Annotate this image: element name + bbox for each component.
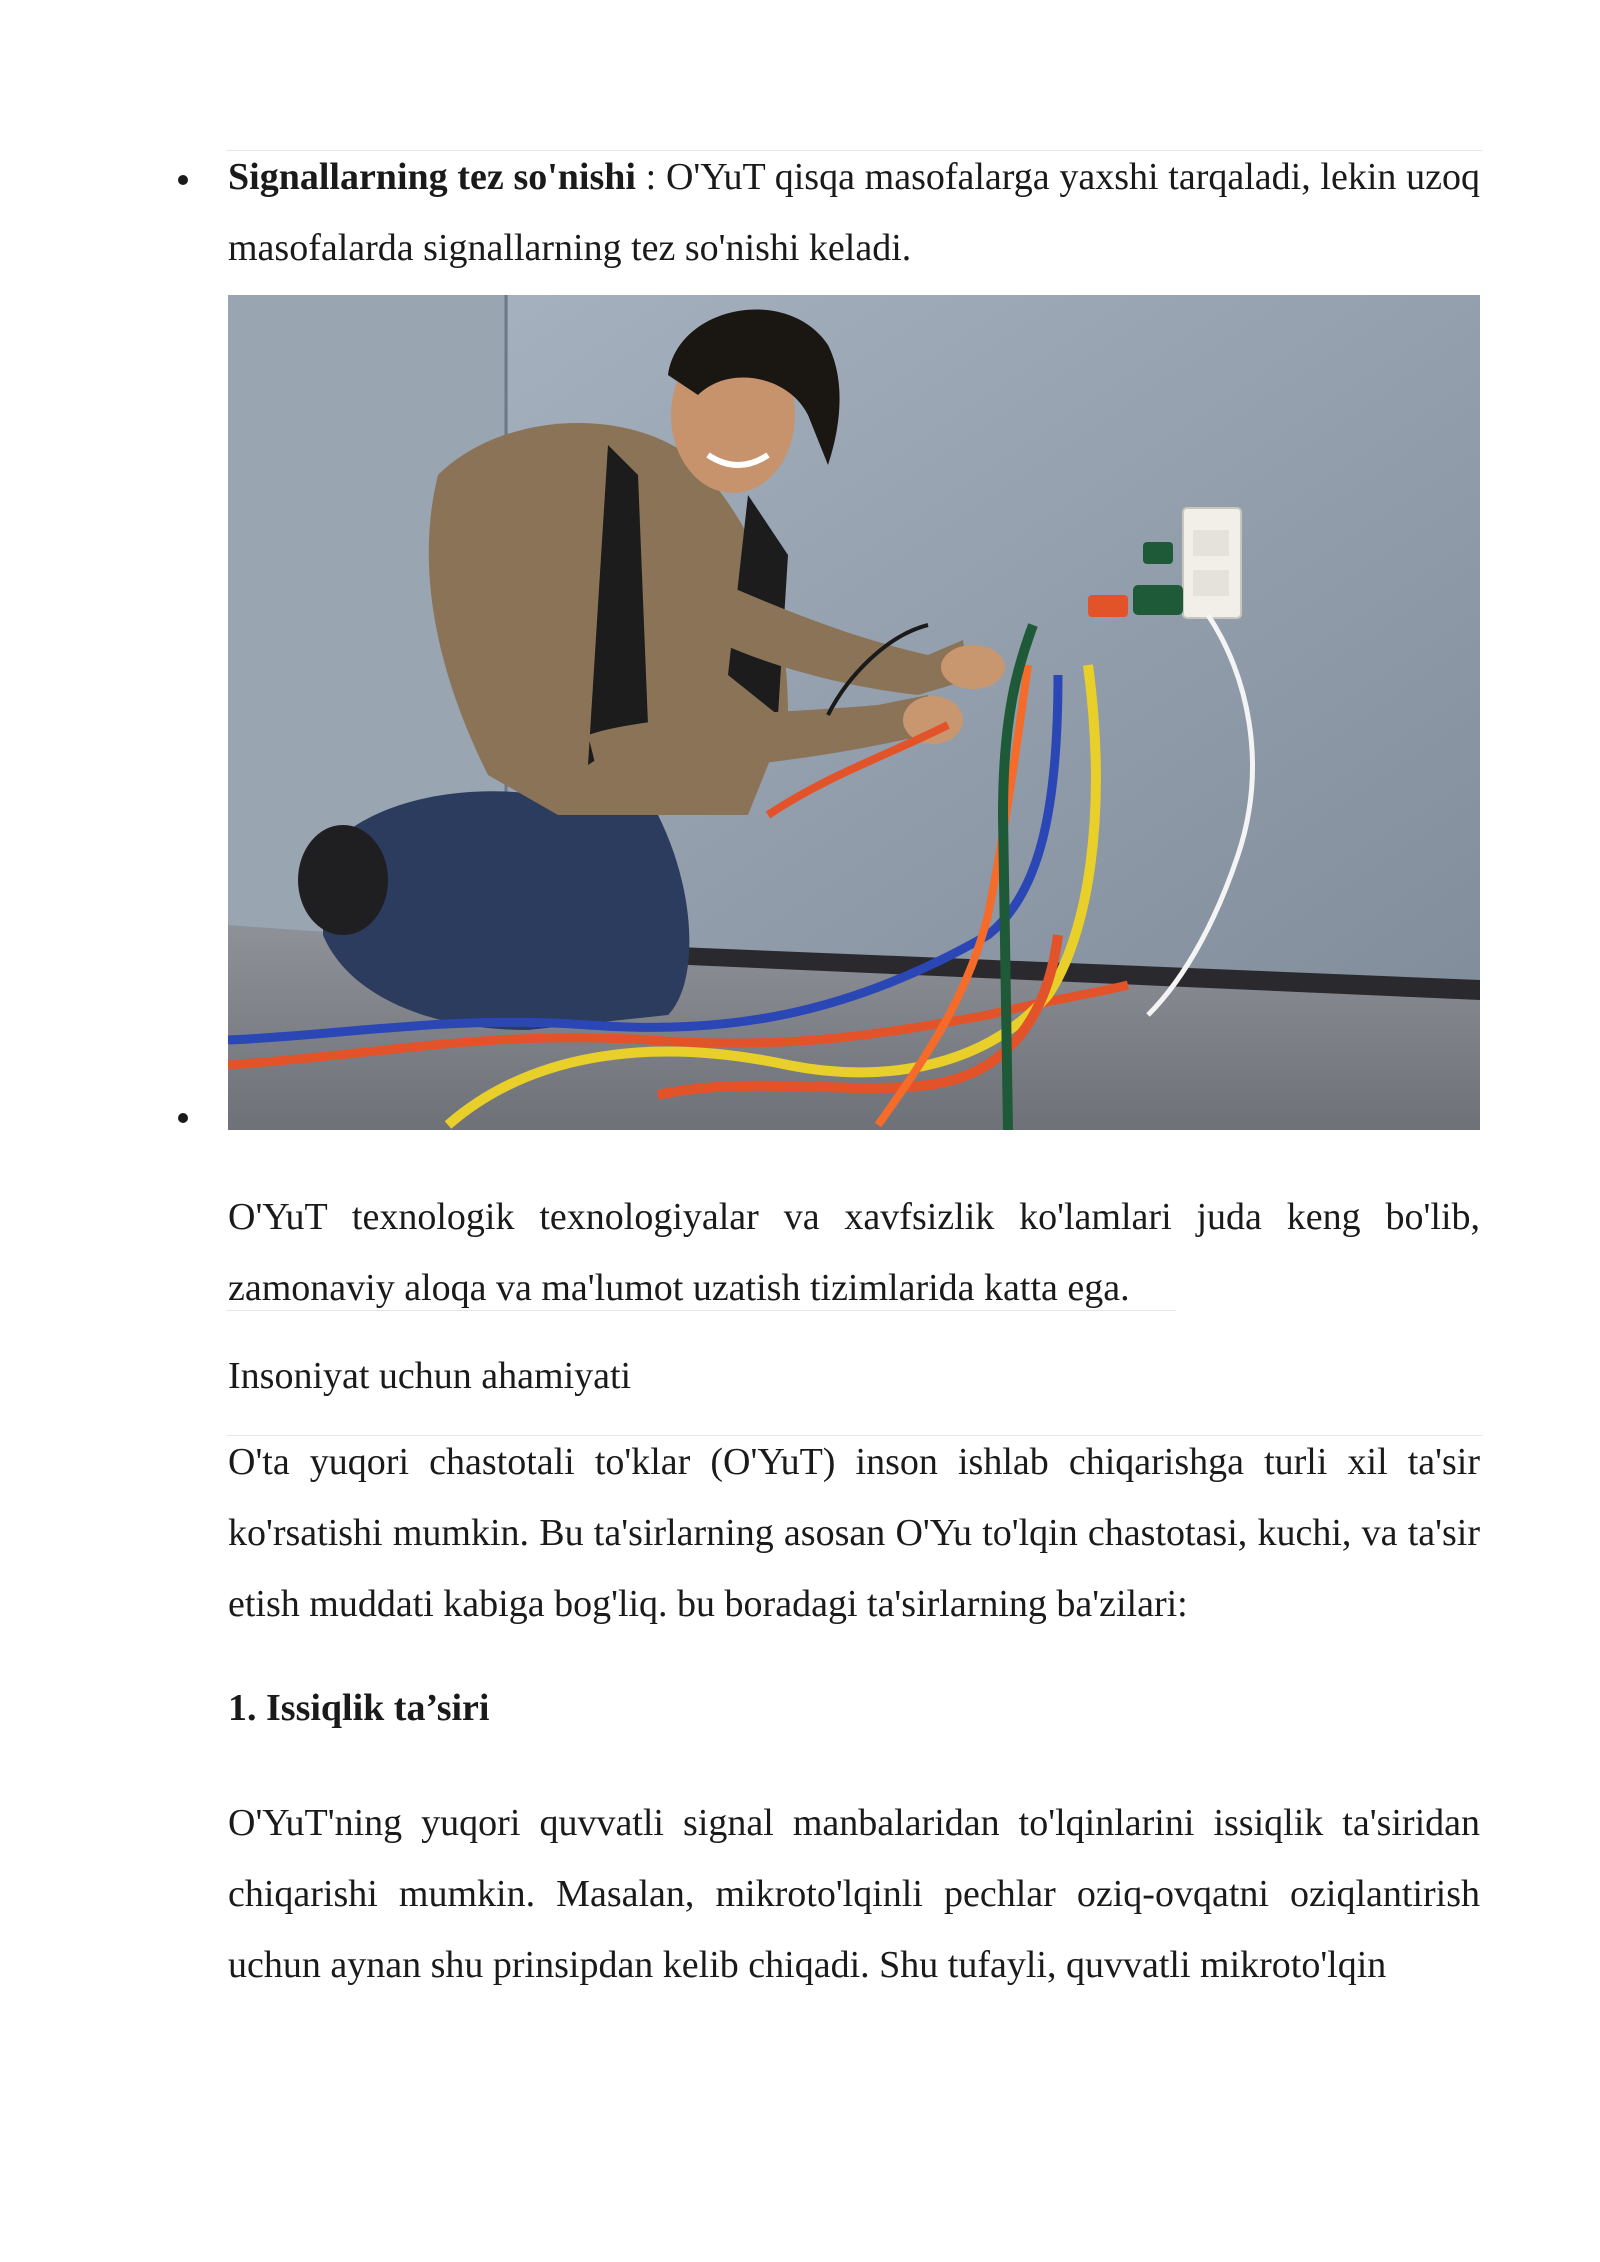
man-plugging-tangled-cables-photo — [228, 295, 1480, 1130]
bullet-text: : O'YuT qisqa masofalarga yaxshi tarqaladi, lekin uzoq masofalarda signallarning tez so'nishi keladi. — [228, 156, 1480, 269]
bullet-paragraph — [228, 142, 1480, 284]
subtitle-importance: Insoniyat uchun ahamiyati — [228, 1355, 632, 1397]
section-heading-thermal-effect: 1. Issiqlik ta’siri — [228, 1687, 490, 1729]
paragraph-effects-on-humans: O'ta yuqori chastotali to'klar (O'YuT) inson ishlab chiqarishga turli xil ta'sir ko'rsatishi mumkin. Bu ta'sirlarning asosan O'Yu to'lqin chastotasi, kuchi, va ta'sir etish muddati kabiga bog'liq. bu boradagi ta'sirlarning ba'zilari: — [228, 1441, 1480, 1625]
paragraph-oyut-technologies: O'YuT texnologik texnologiyalar va xavfsizlik ko'lamlari juda keng bo'lib, zamonaviy aloqa va ma'lumot uzatish tizimlarida katta ega. — [228, 1196, 1480, 1309]
divider-line — [226, 1310, 1176, 1311]
paragraph-thermal-effect: O'YuT'ning yuqori quvvatli signal manbalaridan to'lqinlarini issiqlik ta'siridan chiqarishi mumkin. Masalan, mikroto'lqinli pechlar oziq-ovqatni oziqlantirish uchun aynan shu prinsipdan kelib chiqadi. Shu tufayli, quvvatli mikroto'lqin — [228, 1802, 1480, 1986]
bullet-bold-term: Signallarning tez so'nishi — [228, 156, 636, 198]
list-bullet — [178, 175, 188, 185]
list-bullet — [178, 1113, 188, 1123]
